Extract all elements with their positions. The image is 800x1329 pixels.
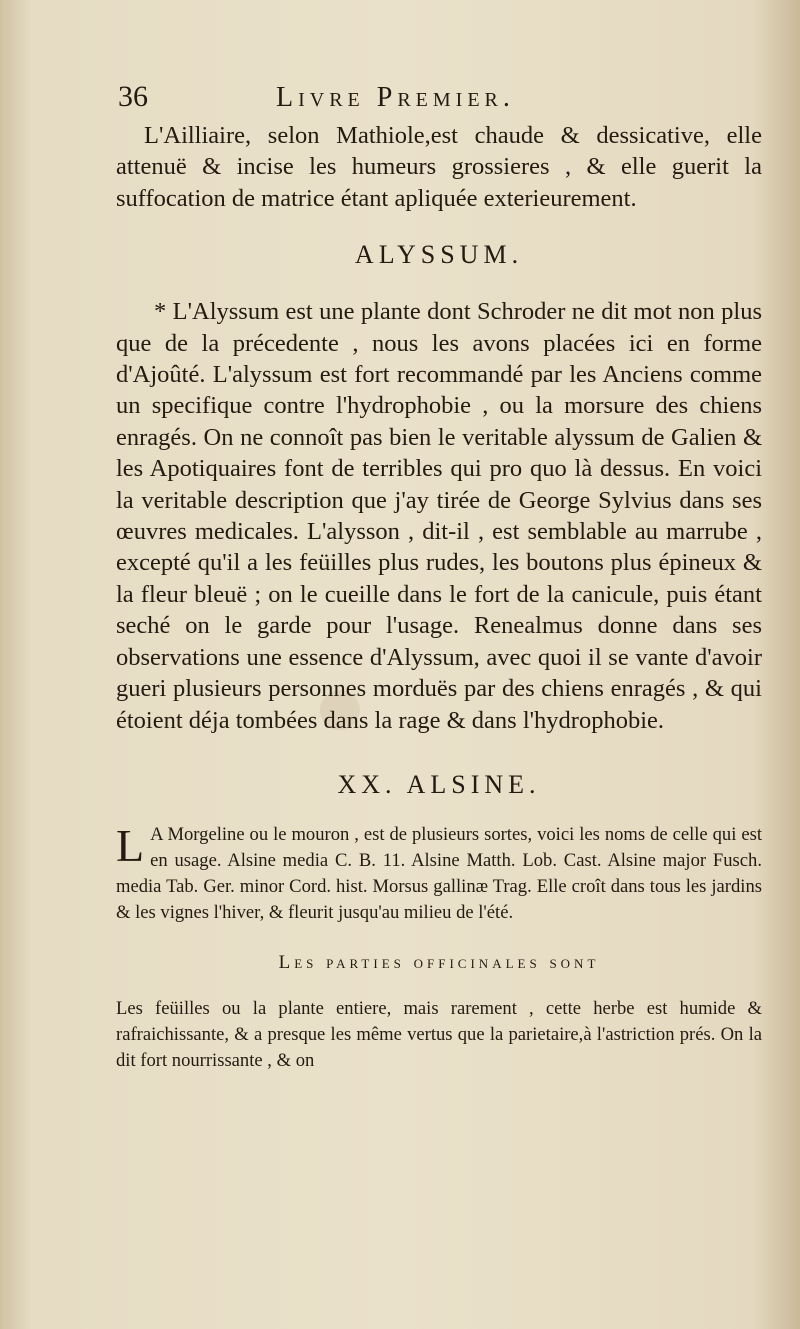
alyssum-paragraph: * L'Alyssum est une plante dont Schroder ne dit mot non plus que de la précedente , nous les avons placées ici en forme d'Ajoûté. L'alyssum est fort recommandé par les Anciens comme un specifique contre l'hydrophobie , ou la morsure des chiens enragés. On ne connoît pas bien le veritable alyssum de Galien & les Apotiquaires font de terribles qui pro quo là dessus. En voici la veritable description que j'ay tirée de George Sylvius dans ses œuvres medicales. L'alysson , dit-il , est semblable au marrube , excepté qu'il a les feüilles plus rudes, les boutons plus épineux & la fleur bleuë ; on le cueille dans le fort de la canicule, puis étant seché on le garde pour l'usage. Renealmus donne dans ses observations une essence d'Alyssum, avec quoi il se vante d'avoir gueri plusieurs personnes morduës par des chiens enragés , & qui étoient déja tombées dans la rage & dans l'hydrophobie. (116, 298, 762, 734)
alsine-paragraph-text: A Morgeline ou le mouron , est de plusieurs sortes, voici les noms de celle qui est en usage. Alsine media C. B. 11. Alsine Matth. Lob. Cast. Alsine major Fusch. media Tab. Ger. minor Cord. hist. Morsus gallinæ Trag. Elle croît dans tous les jardins & les vignes l'hiver, & fleurit jusqu'au milieu de l'été. (116, 823, 762, 923)
running-head: Livre Premier. (276, 82, 515, 113)
intro-paragraph: L'Ailliaire, selon Mathiole,est chaude & dessicative, elle attenuë & incise les humeurs grossieres , & elle guerit la suffocation de matrice étant apliquée exterieurement. (116, 122, 762, 212)
alsine-paragraph (116, 819, 762, 926)
officinal-paragraph: Les feüilles ou la plante entiere, mais rarement , cette herbe est humide & rafraichissante, & a presque les même vertus que la parietaire,à l'astriction prés. On la dit fort nourrissante , & on (116, 997, 762, 1071)
drop-cap: L (116, 819, 145, 871)
page-text-block (116, 78, 762, 1074)
page-header (116, 78, 762, 120)
page-number: 36 (118, 80, 148, 113)
officinal-parts-heading: Les parties officinales sont (278, 951, 600, 973)
section-title-alsine: XX. ALSINE. (337, 769, 541, 799)
section-title-alyssum: ALYSSUM. (354, 240, 524, 270)
